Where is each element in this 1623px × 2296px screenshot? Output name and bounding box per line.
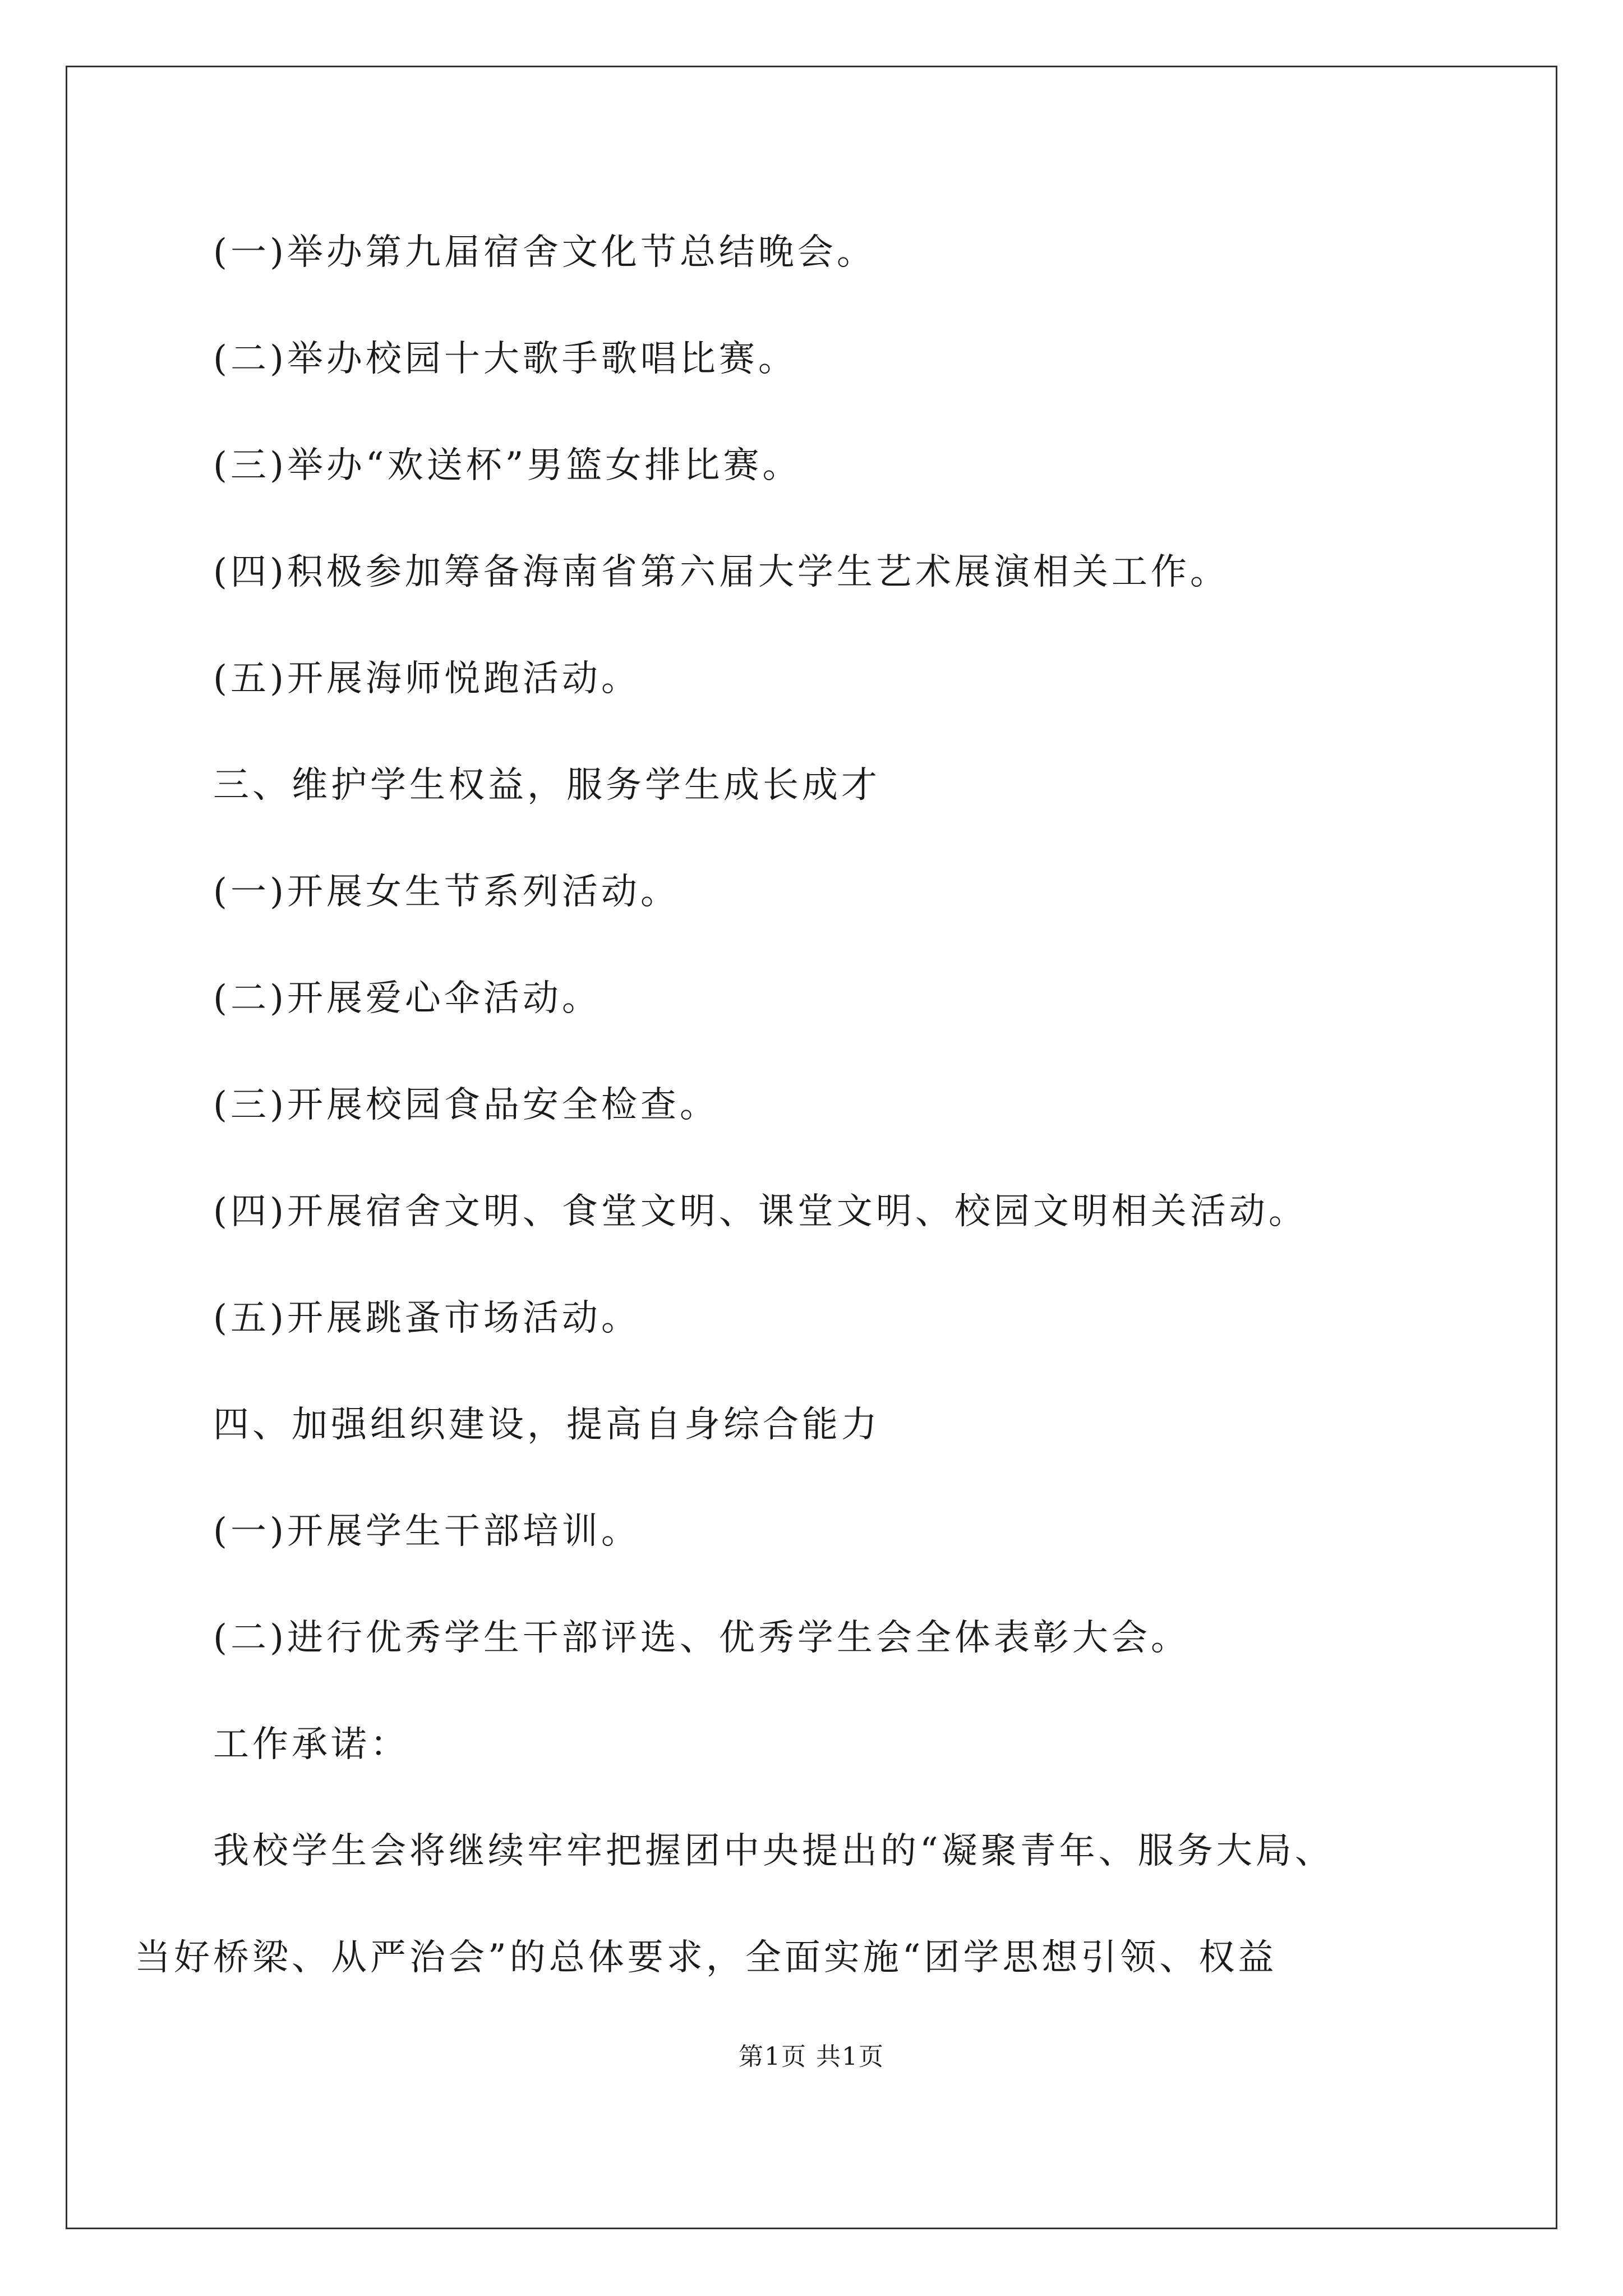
paragraph-line: (二)举办校园十大歌手歌唱比赛。 — [213, 338, 797, 380]
section-heading: 三、维护学生权益，服务学生成长成才 — [213, 765, 880, 806]
paragraph-line: (二)进行优秀学生干部评选、优秀学生会全体表彰大会。 — [213, 1617, 1190, 1659]
page-frame — [66, 66, 1557, 2229]
paragraph-line: (四)开展宿舍文明、食堂文明、课堂文明、校园文明相关活动。 — [213, 1191, 1308, 1232]
paragraph-line: (五)开展海师悦跑活动。 — [213, 658, 640, 700]
paragraph-line: (三)举办“欢送杯”男篮女排比赛。 — [213, 445, 802, 486]
paragraph-line: (一)开展女生节系列活动。 — [213, 871, 680, 913]
paragraph-line: (三)开展校园食品安全检查。 — [213, 1084, 719, 1126]
paragraph-line: (四)积极参加筹备海南省第六届大学生艺术展演相关工作。 — [213, 551, 1229, 593]
page-number-footer: 第1页 共1页 — [739, 2042, 884, 2071]
paragraph-line: (五)开展跳蚤市场活动。 — [213, 1297, 640, 1339]
section-heading: 四、加强组织建设，提高自身综合能力 — [213, 1404, 880, 1446]
paragraph-line: 当好桥梁、从严治会”的总体要求，全面实施“团学思想引领、权益 — [135, 1937, 1278, 1978]
paragraph-line: (一)举办第九届宿舍文化节总结晚会。 — [213, 232, 876, 273]
paragraph-heading: 工作承诺： — [213, 1724, 409, 1765]
paragraph-line: (二)开展爱心伞活动。 — [213, 978, 601, 1019]
paragraph-line: (一)开展学生干部培训。 — [213, 1511, 640, 1552]
paragraph-line: 我校学生会将继续牢牢把握团中央提出的“凝聚青年、服务大局、 — [213, 1830, 1334, 1872]
